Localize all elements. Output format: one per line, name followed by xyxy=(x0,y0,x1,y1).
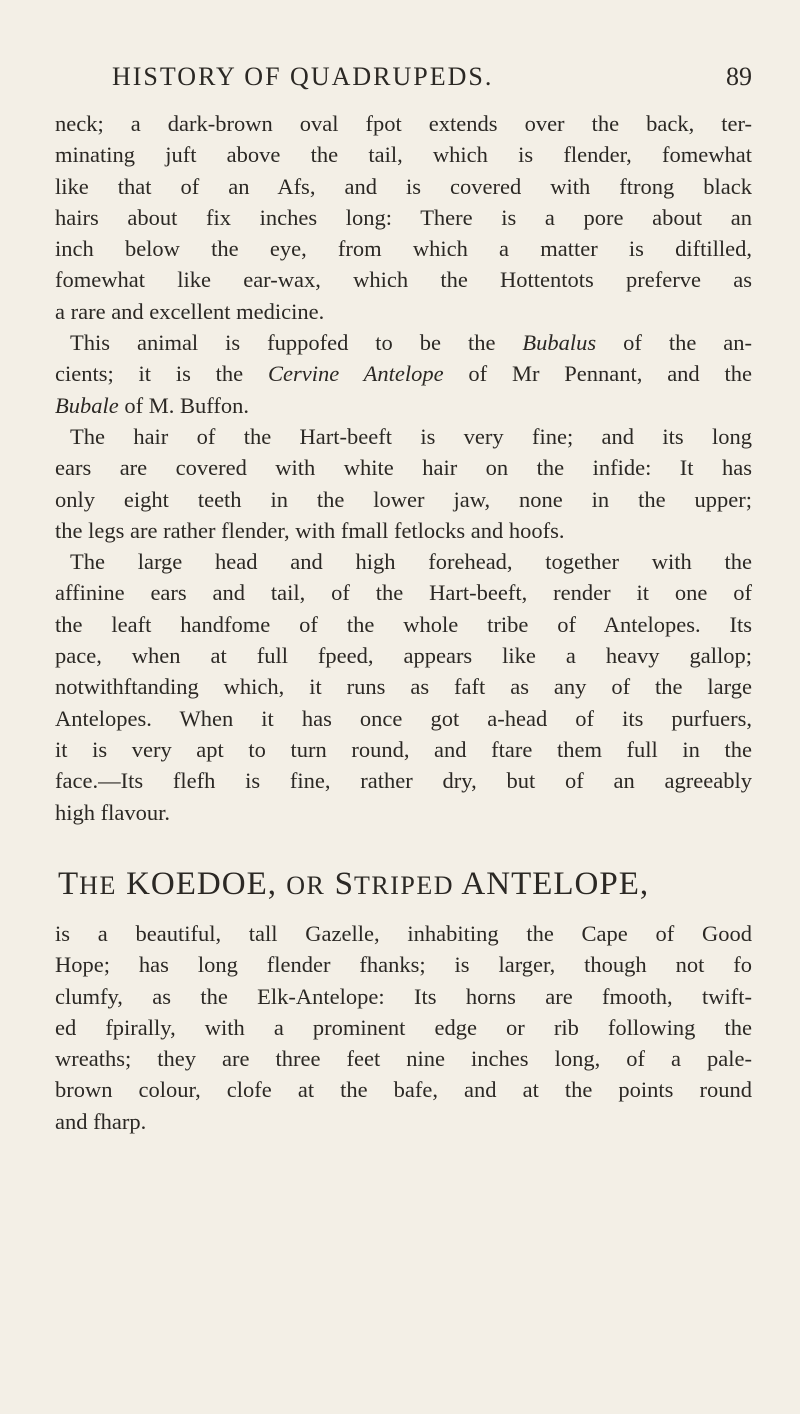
text-line: Antelopes. When it has once got a-head of its purfuers, xyxy=(55,705,752,731)
text-line: hairs about fix inches long: There is a pore about an xyxy=(55,204,752,230)
text-line: it is very apt to turn round, and ftare them full in the xyxy=(55,736,752,762)
text-line: brown colour, clofe at the bafe, and at the points round xyxy=(55,1077,752,1103)
heading-smallcaps: OR xyxy=(286,871,326,900)
section-heading xyxy=(58,866,752,903)
text-line: fomewhat like ear-wax, which the Hottentots preferve as xyxy=(55,267,752,293)
text-line: affinine ears and tail, of the Hart-beeft, render it one of xyxy=(55,580,752,606)
text-line: the legs are rather flender, with fmall fetlocks and hoofs. xyxy=(55,517,565,543)
heading-initial: T xyxy=(58,866,80,902)
page-number: 89 xyxy=(726,62,752,91)
heading-species-name: KOEDOE, xyxy=(126,866,277,902)
italic-term: Cervine Antelope xyxy=(267,361,444,387)
text-line: face.—Its flefh is fine, rather dry, but of an agreeably xyxy=(55,768,752,794)
running-title: HISTORY OF QUADRUPEDS. xyxy=(112,62,494,91)
text-line xyxy=(55,390,752,421)
text-line xyxy=(55,327,752,358)
text-line: a rare and excellent medicine. xyxy=(55,298,325,324)
text-line: minating juft above the tail, which is flender, fomewhat xyxy=(55,142,752,168)
heading-initial: S xyxy=(334,866,354,902)
text-line: wreaths; they are three feet nine inches long, of a pale- xyxy=(55,1046,752,1072)
section-hart-beest-text xyxy=(55,108,752,828)
text-line: clumfy, as the Elk-Antelope: Its horns are fmooth, twift- xyxy=(55,983,752,1009)
text-line: The hair of the Hart-beeft is very fine; and its long xyxy=(70,423,752,449)
text-line xyxy=(55,358,752,389)
heading-smallcaps: HE xyxy=(79,871,117,900)
heading-smallcaps: TRIPED xyxy=(353,871,454,900)
text-line: is a beautiful, tall Gazelle, inhabiting the Cape of Good xyxy=(55,921,752,946)
running-header xyxy=(112,62,752,98)
text-line: The large head and high forehead, together with the xyxy=(70,549,752,575)
text-line: ears are covered with white hair on the infide: It has xyxy=(55,455,752,481)
text-run: of the an- xyxy=(596,330,752,356)
text-line: and fharp. xyxy=(55,1108,147,1134)
text-line: like that of an Afs, and is covered with ftrong black xyxy=(55,173,752,199)
text-line: high flavour. xyxy=(55,799,170,825)
section-koedoe-text xyxy=(55,918,752,1137)
text-run: of Mr Pennant, and the xyxy=(443,361,752,387)
text-run: This animal is fuppofed to be the xyxy=(70,330,523,356)
text-line: pace, when at full fpeed, appears like a heavy gallop; xyxy=(55,643,752,669)
text-line: neck; a dark-brown oval fpot extends over the back, ter- xyxy=(55,111,752,136)
text-line: ed fpirally, with a prominent edge or rib following the xyxy=(55,1014,752,1040)
text-run: of M. Buffon. xyxy=(118,392,249,418)
italic-term: Bubale xyxy=(55,392,119,418)
text-line: the leaft handfome of the whole tribe of Antelopes. Its xyxy=(55,611,752,637)
heading-species-name: ANTELOPE, xyxy=(461,866,650,902)
text-line: Hope; has long flender fhanks; is larger, though not fo xyxy=(55,952,752,978)
text-line: inch below the eye, from which a matter is diftilled, xyxy=(55,236,752,262)
text-run: cients; it is the xyxy=(55,361,268,387)
text-line: only eight teeth in the lower jaw, none in the upper; xyxy=(55,486,752,512)
text-line: notwithftanding which, it runs as faft as any of the large xyxy=(55,674,752,700)
italic-term: Bubalus xyxy=(522,330,597,356)
